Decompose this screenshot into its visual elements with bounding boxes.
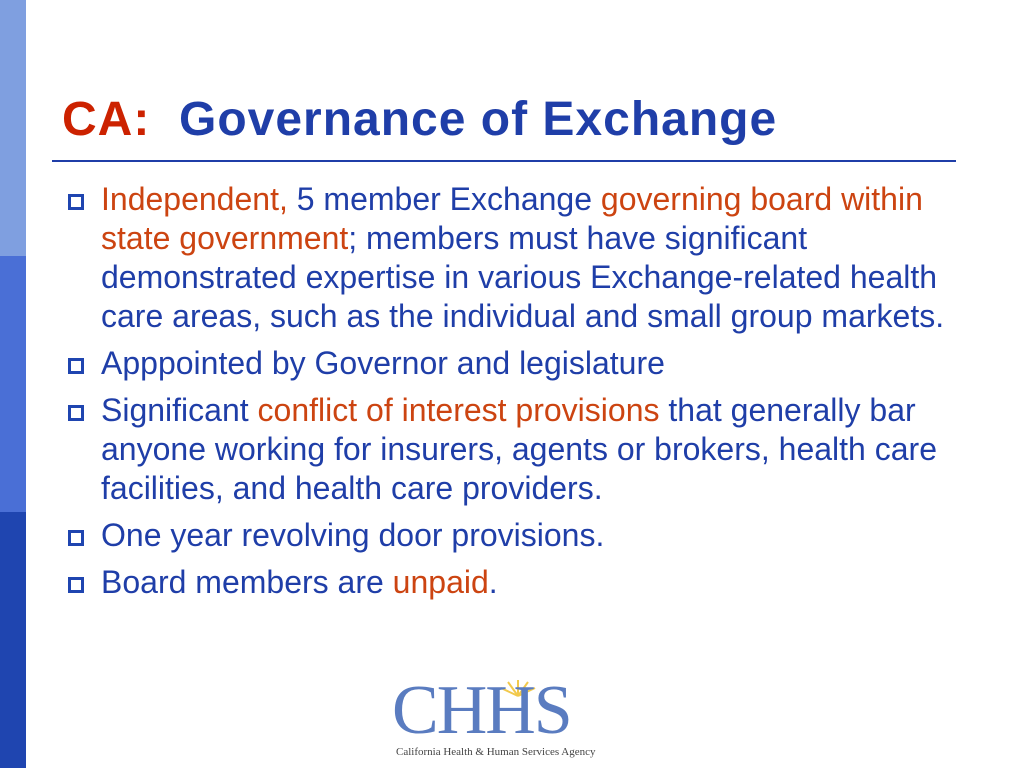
bullet-text: Significant bbox=[101, 392, 258, 428]
bullet-text: Board members are bbox=[101, 564, 393, 600]
bullet-text: 5 member Exchange bbox=[287, 181, 601, 217]
bullet-highlight-text: unpaid bbox=[392, 564, 489, 600]
square-bullet-icon bbox=[68, 577, 84, 593]
bullet-highlight-text: Independent, bbox=[101, 181, 288, 217]
bullet-list bbox=[66, 180, 956, 610]
bullet-item bbox=[66, 180, 956, 336]
square-bullet-icon bbox=[68, 530, 84, 546]
logo-mark: CHHS bbox=[392, 672, 571, 749]
bullet-item bbox=[66, 344, 956, 383]
bullet-text: that generally bar anyone working for insurers, agents or brokers, health care facilities, and health care providers. bbox=[101, 392, 937, 506]
bullet-item bbox=[66, 516, 956, 555]
bullet-highlight-text: governing board within state government bbox=[101, 181, 923, 256]
chhs-logo bbox=[392, 672, 602, 766]
square-bullet-icon bbox=[68, 358, 84, 374]
sidebar-stripe bbox=[0, 0, 26, 768]
sidebar-block-dark bbox=[0, 512, 26, 768]
title-divider bbox=[52, 160, 956, 162]
bullet-text: . bbox=[488, 564, 498, 600]
title-text: Governance of Exchange bbox=[178, 93, 778, 146]
square-bullet-icon bbox=[68, 405, 84, 421]
sidebar-block-light bbox=[0, 0, 26, 256]
bullet-highlight-text: conflict of interest provisions bbox=[257, 392, 660, 428]
bullet-text: Apppointed by Governor and legislature bbox=[101, 345, 665, 381]
slide-title bbox=[62, 92, 777, 147]
sidebar-block-mid bbox=[0, 256, 26, 512]
bullet-item bbox=[66, 563, 956, 602]
square-bullet-icon bbox=[68, 194, 84, 210]
logo-caption: California Health & Human Services Agency bbox=[396, 746, 596, 758]
title-prefix: CA: bbox=[62, 93, 151, 146]
bullet-text: ; members must have significant demonstrated expertise in various Exchange-related health care areas, such as the individual and small group markets. bbox=[101, 220, 945, 334]
bullet-item bbox=[66, 391, 956, 508]
bullet-text: One year revolving door provisions. bbox=[101, 517, 605, 553]
